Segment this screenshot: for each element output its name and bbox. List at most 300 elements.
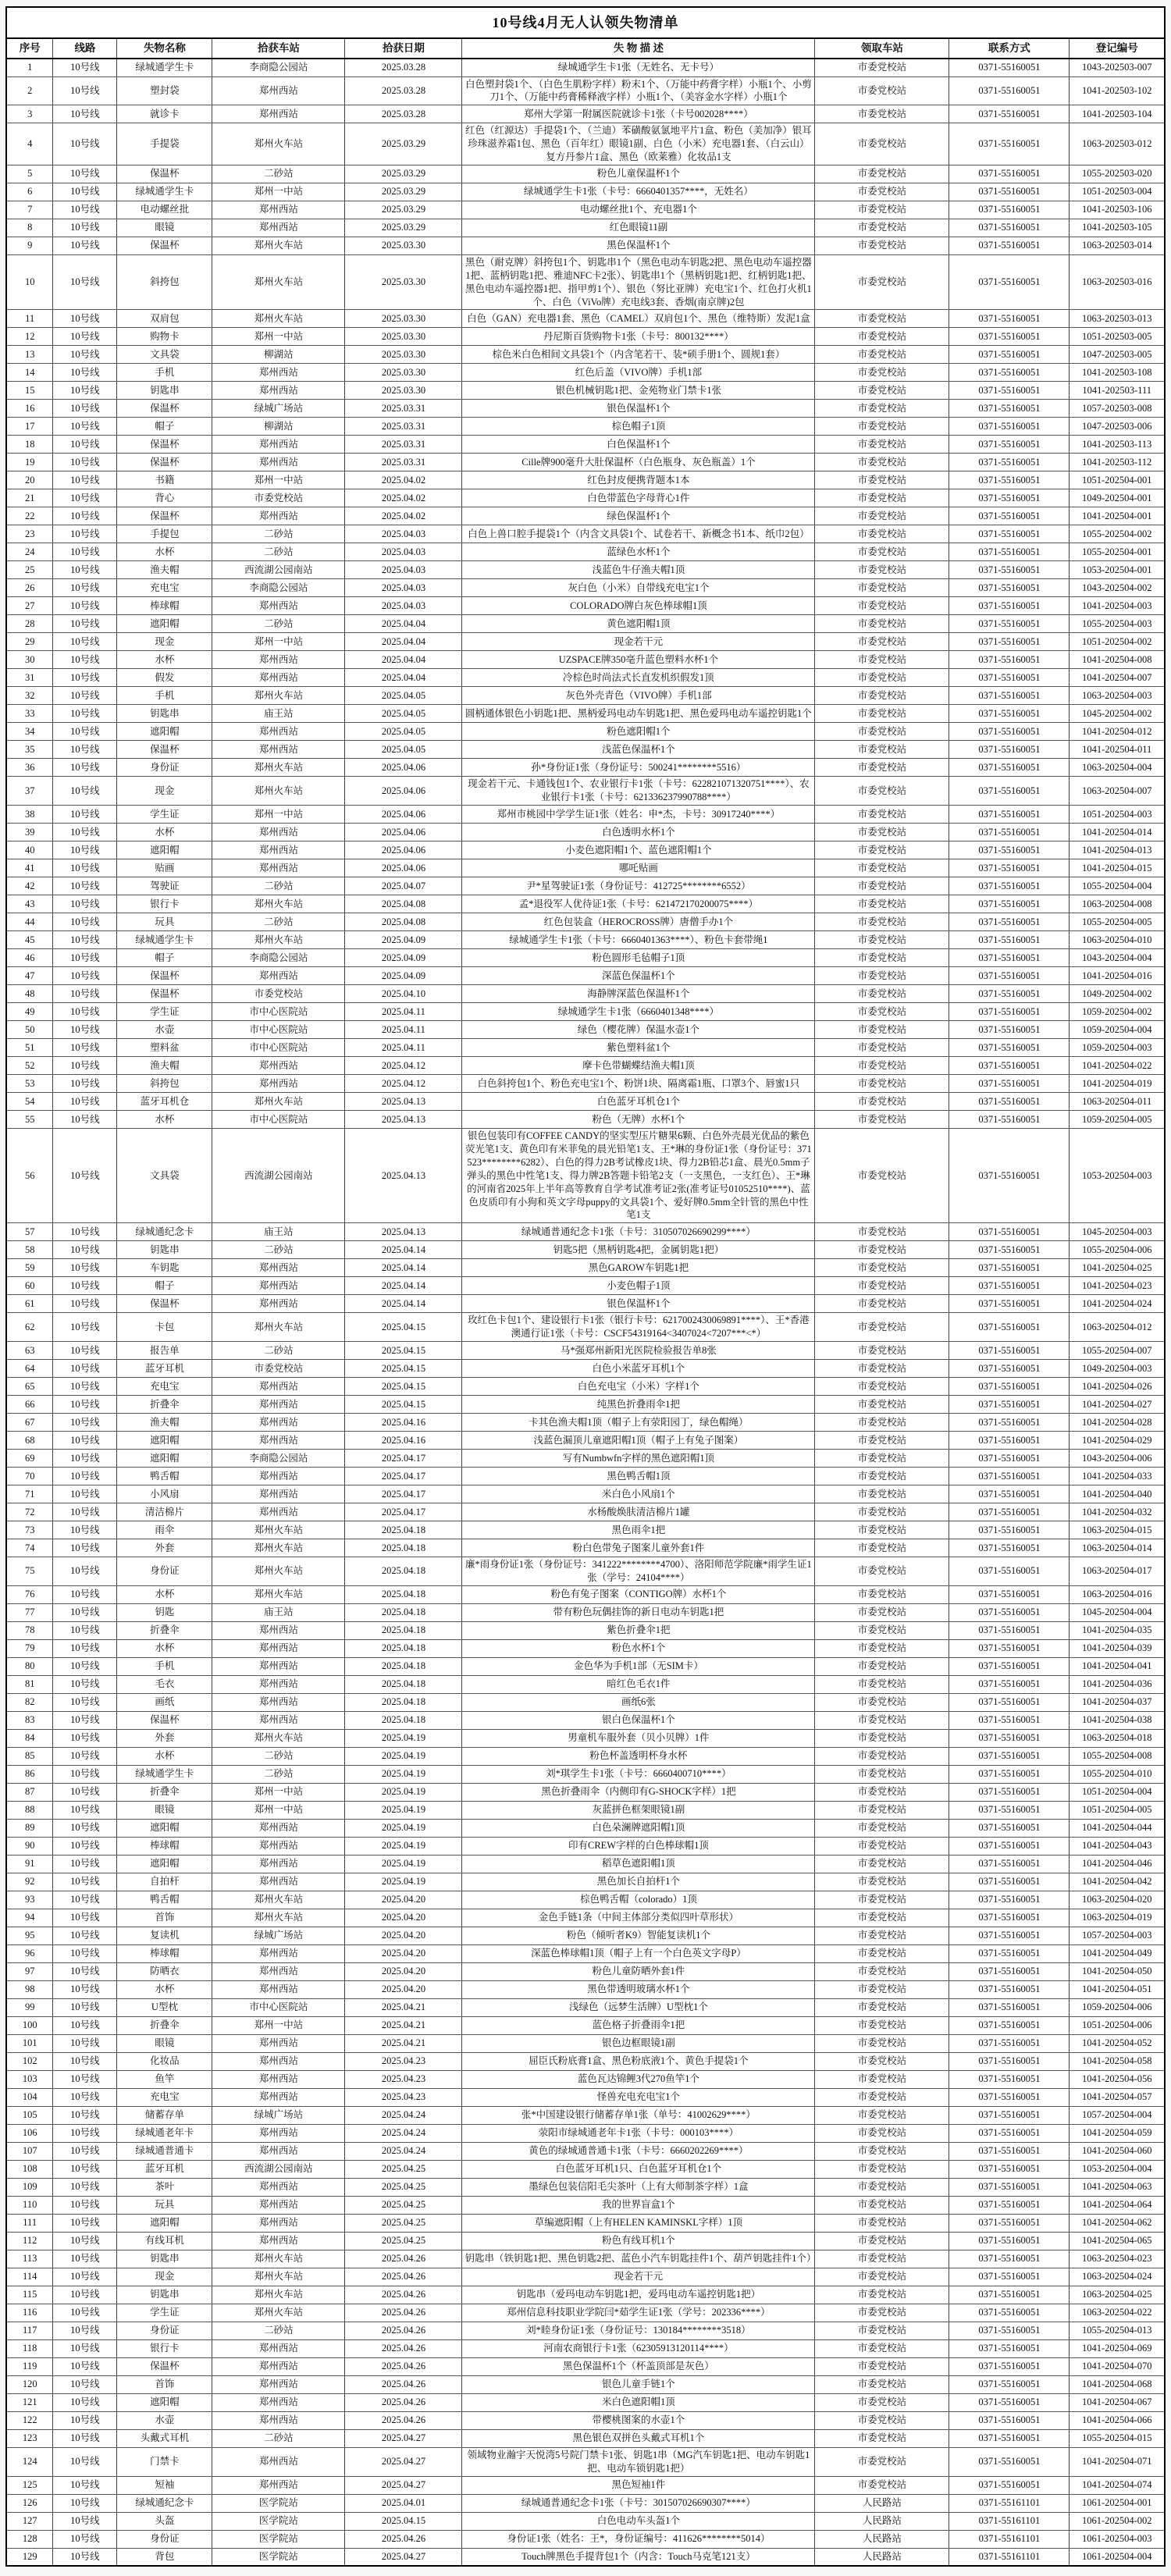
cell-serial: 60 xyxy=(6,1277,53,1295)
cell-contact: 0371-55160051 xyxy=(949,2214,1070,2232)
cell-registration-no: 1061-202504-004 xyxy=(1070,2548,1165,2566)
cell-serial: 32 xyxy=(6,687,53,705)
cell-description: 摩卡色带蝴蝶结渔夫帽1顶 xyxy=(462,1057,815,1075)
cell-serial: 98 xyxy=(6,1980,53,1998)
cell-description: 粉色遮阳帽1个 xyxy=(462,723,815,741)
cell-contact: 0371-55160051 xyxy=(949,741,1070,759)
cell-contact: 0371-55160051 xyxy=(949,76,1070,105)
cell-line: 10号线 xyxy=(53,2512,117,2530)
cell-contact: 0371-55160051 xyxy=(949,1313,1070,1342)
cell-pickup-station: 市委党校站 xyxy=(815,1450,949,1468)
cell-item-name: 储蓄存单 xyxy=(117,2106,212,2124)
cell-pickup-station: 市委党校站 xyxy=(815,489,949,507)
cell-line: 10号线 xyxy=(53,1277,117,1295)
cell-pickup-station: 市委党校站 xyxy=(815,471,949,489)
table-row xyxy=(6,1801,1165,1819)
cell-registration-no: 1041-202504-024 xyxy=(1070,1295,1165,1313)
cell-pickup-station: 市委党校站 xyxy=(815,1819,949,1837)
cell-pickup-station: 市委党校站 xyxy=(815,436,949,454)
cell-item-name: 银行卡 xyxy=(117,2339,212,2357)
cell-pickup-station: 市委党校站 xyxy=(815,2016,949,2034)
cell-pickup-station: 市委党校站 xyxy=(815,597,949,615)
cell-item-name: 清洁棉片 xyxy=(117,1503,212,1521)
cell-item-name: 雨伞 xyxy=(117,1521,212,1539)
cell-item-name: 鱼竿 xyxy=(117,2070,212,2088)
cell-serial: 90 xyxy=(6,1837,53,1855)
cell-found-date: 2025.04.27 xyxy=(345,2447,462,2476)
cell-contact: 0371-55160051 xyxy=(949,489,1070,507)
cell-description: 白色（GAN）充电器1套、黑色（CAMEL）双肩包1个、黑色（维特斯）发泥1盒 xyxy=(462,310,815,328)
cell-item-name: 保温杯 xyxy=(117,237,212,254)
cell-pickup-station: 市委党校站 xyxy=(815,1711,949,1729)
cell-item-name: 遮阳帽 xyxy=(117,2393,212,2411)
cell-registration-no: 1055-202504-005 xyxy=(1070,913,1165,931)
cell-line: 10号线 xyxy=(53,1129,117,1223)
table-row xyxy=(6,1003,1165,1021)
cell-registration-no: 1041-202504-035 xyxy=(1070,1621,1165,1639)
table-row xyxy=(6,1621,1165,1639)
cell-registration-no: 1041-202504-032 xyxy=(1070,1503,1165,1521)
cell-pickup-station: 市委党校站 xyxy=(815,633,949,651)
cell-serial: 99 xyxy=(6,1998,53,2016)
cell-pickup-station: 市委党校站 xyxy=(815,1729,949,1747)
cell-pickup-station: 市委党校站 xyxy=(815,1909,949,1927)
cell-item-name: 学生证 xyxy=(117,1003,212,1021)
cell-registration-no: 1051-202504-003 xyxy=(1070,806,1165,824)
cell-found-date: 2025.03.28 xyxy=(345,59,462,76)
cell-registration-no: 1041-202504-028 xyxy=(1070,1414,1165,1432)
cell-registration-no: 1045-202504-003 xyxy=(1070,1223,1165,1241)
cell-item-name: 遮阳帽 xyxy=(117,1450,212,1468)
table-row xyxy=(6,806,1165,824)
cell-item-name: 水杯 xyxy=(117,1980,212,1998)
table-row xyxy=(6,1765,1165,1783)
cell-contact: 0371-55160051 xyxy=(949,165,1070,183)
cell-found-station: 郑州西站 xyxy=(212,201,345,219)
cell-serial: 86 xyxy=(6,1765,53,1783)
cell-description: 灰色外壳青色（VIVO牌）手机1部 xyxy=(462,687,815,705)
cell-description: 纯黑色折叠雨伞1把 xyxy=(462,1396,815,1414)
cell-registration-no: 1049-202504-003 xyxy=(1070,1360,1165,1378)
cell-description: 墨绿色包装信阳毛尖茶叶（上有大师制茶字样）1盒 xyxy=(462,2178,815,2196)
cell-item-name: 帽子 xyxy=(117,418,212,436)
cell-contact: 0371-55160051 xyxy=(949,2429,1070,2447)
cell-serial: 23 xyxy=(6,525,53,543)
cell-item-name: 外套 xyxy=(117,1539,212,1557)
cell-description: 银色边框眼镜1副 xyxy=(462,2034,815,2052)
cell-description: 河南农商银行卡1张（62305913120114****） xyxy=(462,2339,815,2357)
cell-line: 10号线 xyxy=(53,2178,117,2196)
cell-item-name: 手机 xyxy=(117,1657,212,1675)
cell-description: 浅绿色（远梦生活牌）U型枕1个 xyxy=(462,1998,815,2016)
cell-found-date: 2025.04.20 xyxy=(345,1962,462,1980)
cell-contact: 0371-55160051 xyxy=(949,687,1070,705)
cell-line: 10号线 xyxy=(53,859,117,877)
cell-registration-no: 1041-202504-023 xyxy=(1070,1277,1165,1295)
cell-line: 10号线 xyxy=(53,1503,117,1521)
cell-item-name: 就诊卡 xyxy=(117,105,212,123)
cell-line: 10号线 xyxy=(53,1711,117,1729)
table-row xyxy=(6,561,1165,579)
cell-serial: 25 xyxy=(6,561,53,579)
cell-line: 10号线 xyxy=(53,1342,117,1360)
cell-description: 红色封皮便携背题本1本 xyxy=(462,471,815,489)
cell-found-station: 二砂站 xyxy=(212,543,345,561)
cell-found-date: 2025.03.28 xyxy=(345,105,462,123)
cell-line: 10号线 xyxy=(53,525,117,543)
cell-found-station: 郑州火车站 xyxy=(212,2286,345,2304)
cell-contact: 0371-55160051 xyxy=(949,949,1070,967)
cell-pickup-station: 市委党校站 xyxy=(815,2339,949,2357)
cell-item-name: 保温杯 xyxy=(117,454,212,471)
cell-registration-no: 1041-202504-039 xyxy=(1070,1639,1165,1657)
cell-line: 10号线 xyxy=(53,841,117,859)
cell-found-date: 2025.03.31 xyxy=(345,436,462,454)
cell-registration-no: 1051-202503-005 xyxy=(1070,328,1165,346)
cell-item-name: 保温杯 xyxy=(117,741,212,759)
table-row xyxy=(6,2304,1165,2322)
cell-serial: 108 xyxy=(6,2160,53,2178)
cell-registration-no: 1041-202503-102 xyxy=(1070,76,1165,105)
cell-found-date: 2025.04.12 xyxy=(345,1057,462,1075)
cell-serial: 6 xyxy=(6,183,53,201)
cell-contact: 0371-55160051 xyxy=(949,1783,1070,1801)
table-row xyxy=(6,2530,1165,2548)
cell-line: 10号线 xyxy=(53,2160,117,2178)
cell-item-name: 绿城通纪念卡 xyxy=(117,2494,212,2512)
cell-pickup-station: 市委党校站 xyxy=(815,165,949,183)
cell-pickup-station: 市委党校站 xyxy=(815,1057,949,1075)
table-row xyxy=(6,1693,1165,1711)
cell-pickup-station: 市委党校站 xyxy=(815,841,949,859)
cell-description: UZSPACE牌350亳升蓝色塑料水杯1个 xyxy=(462,651,815,669)
cell-description: 丹尼斯百货购物卡1张（卡号：800132****） xyxy=(462,328,815,346)
cell-found-station: 郑州西站 xyxy=(212,2232,345,2250)
cell-found-date: 2025.04.18 xyxy=(345,1621,462,1639)
cell-description: 现金若干元 xyxy=(462,2268,815,2286)
cell-found-station: 郑州西站 xyxy=(212,1711,345,1729)
cell-description: 粉色儿童保温杯1个 xyxy=(462,165,815,183)
table-row xyxy=(6,382,1165,400)
cell-contact: 0371-55160051 xyxy=(949,1855,1070,1873)
cell-contact: 0371-55160051 xyxy=(949,651,1070,669)
cell-found-station: 郑州西站 xyxy=(212,2196,345,2214)
cell-item-name: 身份证 xyxy=(117,2322,212,2339)
cell-line: 10号线 xyxy=(53,1485,117,1503)
cell-pickup-station: 市委党校站 xyxy=(815,913,949,931)
cell-line: 10号线 xyxy=(53,561,117,579)
cell-item-name: 绿城通学生卡 xyxy=(117,1765,212,1783)
cell-line: 10号线 xyxy=(53,1998,117,2016)
cell-found-station: 郑州西站 xyxy=(212,967,345,985)
cell-pickup-station: 市委党校站 xyxy=(815,346,949,364)
cell-item-name: 保温杯 xyxy=(117,165,212,183)
cell-pickup-station: 市委党校站 xyxy=(815,1503,949,1521)
cell-found-station: 郑州西站 xyxy=(212,2124,345,2142)
table-row xyxy=(6,633,1165,651)
cell-found-date: 2025.03.29 xyxy=(345,219,462,237)
cell-serial: 104 xyxy=(6,2088,53,2106)
cell-found-station: 西流湖公园南站 xyxy=(212,2160,345,2178)
table-row xyxy=(6,1241,1165,1259)
cell-description: 郑州大学第一附属医院就诊卡1张（卡号002028****） xyxy=(462,105,815,123)
cell-pickup-station: 市委党校站 xyxy=(815,2160,949,2178)
cell-serial: 57 xyxy=(6,1223,53,1241)
cell-serial: 110 xyxy=(6,2196,53,2214)
table-row xyxy=(6,400,1165,418)
cell-serial: 64 xyxy=(6,1360,53,1378)
cell-pickup-station: 市委党校站 xyxy=(815,2106,949,2124)
cell-item-name: 钥匙串 xyxy=(117,705,212,723)
cell-item-name: 水杯 xyxy=(117,824,212,841)
cell-line: 10号线 xyxy=(53,2447,117,2476)
cell-contact: 0371-55160051 xyxy=(949,2357,1070,2375)
cell-line: 10号线 xyxy=(53,2393,117,2411)
cell-serial: 83 xyxy=(6,1711,53,1729)
cell-registration-no: 1059-202504-004 xyxy=(1070,1021,1165,1039)
cell-found-station: 市中心医院站 xyxy=(212,1998,345,2016)
cell-line: 10号线 xyxy=(53,741,117,759)
cell-found-date: 2025.04.18 xyxy=(345,1603,462,1621)
cell-pickup-station: 人民路站 xyxy=(815,2548,949,2566)
cell-pickup-station: 市委党校站 xyxy=(815,454,949,471)
cell-line: 10号线 xyxy=(53,2494,117,2512)
cell-contact: 0371-55160051 xyxy=(949,1111,1070,1129)
cell-serial: 15 xyxy=(6,382,53,400)
cell-line: 10号线 xyxy=(53,669,117,687)
cell-found-station: 李商隐公园站 xyxy=(212,1450,345,1468)
cell-registration-no: 1063-202504-011 xyxy=(1070,1093,1165,1111)
cell-description: 小麦色遮阳帽1个、蓝色遮阳帽1个 xyxy=(462,841,815,859)
cell-line: 10号线 xyxy=(53,1927,117,1944)
cell-line: 10号线 xyxy=(53,507,117,525)
col-item-name: 失物名称 xyxy=(117,38,212,59)
cell-contact: 0371-55160051 xyxy=(949,1998,1070,2016)
cell-line: 10号线 xyxy=(53,2268,117,2286)
cell-found-station: 郑州西站 xyxy=(212,1693,345,1711)
cell-item-name: 身份证 xyxy=(117,1557,212,1586)
table-row xyxy=(6,364,1165,382)
cell-found-date: 2025.04.13 xyxy=(345,1093,462,1111)
cell-contact: 0371-55160051 xyxy=(949,967,1070,985)
cell-found-date: 2025.04.26 xyxy=(345,2357,462,2375)
cell-description: 棕色鸭舌帽（colorado）1顶 xyxy=(462,1891,815,1909)
cell-found-date: 2025.04.20 xyxy=(345,1980,462,1998)
cell-pickup-station: 市委党校站 xyxy=(815,2411,949,2429)
cell-found-station: 郑州西站 xyxy=(212,2411,345,2429)
cell-pickup-station: 市委党校站 xyxy=(815,1801,949,1819)
cell-found-date: 2025.04.15 xyxy=(345,2512,462,2530)
table-row xyxy=(6,471,1165,489)
cell-line: 10号线 xyxy=(53,1819,117,1837)
cell-pickup-station: 市委党校站 xyxy=(815,1693,949,1711)
cell-description: 银色儿童手链1个 xyxy=(462,2375,815,2393)
cell-line: 10号线 xyxy=(53,1693,117,1711)
cell-contact: 0371-55160051 xyxy=(949,1468,1070,1485)
cell-found-station: 郑州西站 xyxy=(212,1485,345,1503)
cell-serial: 51 xyxy=(6,1039,53,1057)
cell-pickup-station: 市委党校站 xyxy=(815,1891,949,1909)
cell-item-name: 遮阳帽 xyxy=(117,2214,212,2232)
cell-found-station: 郑州西站 xyxy=(212,1378,345,1396)
cell-pickup-station: 市委党校站 xyxy=(815,1639,949,1657)
cell-registration-no: 1041-202503-112 xyxy=(1070,454,1165,471)
table-row xyxy=(6,1414,1165,1432)
cell-serial: 117 xyxy=(6,2322,53,2339)
cell-found-station: 郑州西站 xyxy=(212,1259,345,1277)
cell-pickup-station: 市委党校站 xyxy=(815,2214,949,2232)
cell-registration-no: 1041-202504-012 xyxy=(1070,723,1165,741)
cell-registration-no: 1041-202504-049 xyxy=(1070,1944,1165,1962)
table-row xyxy=(6,507,1165,525)
cell-item-name: 水杯 xyxy=(117,543,212,561)
cell-serial: 72 xyxy=(6,1503,53,1521)
cell-item-name: 斜挎包 xyxy=(117,1075,212,1093)
cell-contact: 0371-55160051 xyxy=(949,1873,1070,1891)
cell-serial: 75 xyxy=(6,1557,53,1586)
table-row xyxy=(6,2052,1165,2070)
cell-serial: 112 xyxy=(6,2232,53,2250)
cell-registration-no: 1041-202504-041 xyxy=(1070,1657,1165,1675)
cell-description: 钥匙5把（黑柄钥匙4把，金属钥匙1把） xyxy=(462,1241,815,1259)
cell-found-date: 2025.04.12 xyxy=(345,1075,462,1093)
cell-serial: 46 xyxy=(6,949,53,967)
cell-registration-no: 1041-202504-003 xyxy=(1070,597,1165,615)
cell-line: 10号线 xyxy=(53,418,117,436)
cell-description: 写有Numbwfn字样的黑色遮阳帽1顶 xyxy=(462,1450,815,1468)
cell-registration-no: 1057-202503-008 xyxy=(1070,400,1165,418)
table-row xyxy=(6,2357,1165,2375)
cell-line: 10号线 xyxy=(53,877,117,895)
table-row xyxy=(6,705,1165,723)
cell-found-date: 2025.04.26 xyxy=(345,2250,462,2268)
cell-contact: 0371-55160051 xyxy=(949,1927,1070,1944)
cell-item-name: 水壶 xyxy=(117,2411,212,2429)
cell-serial: 122 xyxy=(6,2411,53,2429)
cell-description: 粉色杯盖透明杯身水杯 xyxy=(462,1747,815,1765)
cell-serial: 44 xyxy=(6,913,53,931)
cell-description: 郑州市桃园中学学生证1张（姓名：申*杰，卡号：30917240****） xyxy=(462,806,815,824)
table-row xyxy=(6,2070,1165,2088)
cell-found-station: 郑州西站 xyxy=(212,507,345,525)
cell-found-date: 2025.03.30 xyxy=(345,254,462,310)
table-row xyxy=(6,310,1165,328)
cell-found-date: 2025.04.14 xyxy=(345,1277,462,1295)
cell-serial: 55 xyxy=(6,1111,53,1129)
cell-found-date: 2025.04.02 xyxy=(345,507,462,525)
cell-found-date: 2025.03.30 xyxy=(345,310,462,328)
cell-found-station: 郑州西站 xyxy=(212,364,345,382)
cell-pickup-station: 市委党校站 xyxy=(815,525,949,543)
cell-pickup-station: 市委党校站 xyxy=(815,219,949,237)
cell-pickup-station: 市委党校站 xyxy=(815,418,949,436)
cell-description: 粉色（无牌）水杯1个 xyxy=(462,1111,815,1129)
cell-description: 带有粉色玩偶挂饰的新日电动车钥匙1把 xyxy=(462,1603,815,1621)
cell-line: 10号线 xyxy=(53,1801,117,1819)
cell-item-name: 眼镜 xyxy=(117,1801,212,1819)
cell-item-name: 遮阳帽 xyxy=(117,841,212,859)
cell-pickup-station: 市委党校站 xyxy=(815,1075,949,1093)
cell-registration-no: 1051-202504-001 xyxy=(1070,471,1165,489)
cell-found-station: 绿城广场站 xyxy=(212,400,345,418)
cell-pickup-station: 市委党校站 xyxy=(815,2196,949,2214)
cell-description: 钥匙串（铁钥匙1把、黑色钥匙2把、蓝色小汽车钥匙挂件1个、葫芦钥匙挂件1个） xyxy=(462,2250,815,2268)
cell-pickup-station: 市委党校站 xyxy=(815,705,949,723)
cell-contact: 0371-55160051 xyxy=(949,1657,1070,1675)
cell-pickup-station: 市委党校站 xyxy=(815,949,949,967)
cell-line: 10号线 xyxy=(53,723,117,741)
cell-line: 10号线 xyxy=(53,310,117,328)
cell-pickup-station: 市委党校站 xyxy=(815,777,949,806)
cell-line: 10号线 xyxy=(53,219,117,237)
cell-item-name: 双肩包 xyxy=(117,310,212,328)
cell-found-station: 郑州火车站 xyxy=(212,123,345,165)
cell-serial: 97 xyxy=(6,1962,53,1980)
cell-found-station: 郑州西站 xyxy=(212,382,345,400)
cell-found-station: 郑州火车站 xyxy=(212,777,345,806)
cell-registration-no: 1063-202504-023 xyxy=(1070,2250,1165,2268)
cell-item-name: 绿城通普通卡 xyxy=(117,2142,212,2160)
cell-item-name: 遮阳帽 xyxy=(117,1432,212,1450)
cell-item-name: 现金 xyxy=(117,633,212,651)
cell-item-name: 报告单 xyxy=(117,1342,212,1360)
cell-found-date: 2025.04.13 xyxy=(345,1129,462,1223)
cell-found-date: 2025.04.20 xyxy=(345,1891,462,1909)
cell-found-date: 2025.04.19 xyxy=(345,1747,462,1765)
cell-found-date: 2025.04.14 xyxy=(345,1259,462,1277)
cell-serial: 35 xyxy=(6,741,53,759)
table-row xyxy=(6,59,1165,76)
cell-found-station: 郑州西站 xyxy=(212,1075,345,1093)
cell-contact: 0371-55160051 xyxy=(949,123,1070,165)
cell-line: 10号线 xyxy=(53,1396,117,1414)
cell-item-name: 银行卡 xyxy=(117,895,212,913)
cell-line: 10号线 xyxy=(53,471,117,489)
cell-found-date: 2025.04.27 xyxy=(345,2548,462,2566)
cell-serial: 69 xyxy=(6,1450,53,1468)
cell-found-station: 郑州西站 xyxy=(212,1962,345,1980)
cell-description: 绿色保温杯1个 xyxy=(462,507,815,525)
cell-contact: 0371-55160051 xyxy=(949,1057,1070,1075)
cell-line: 10号线 xyxy=(53,1557,117,1586)
cell-registration-no: 1055-202504-015 xyxy=(1070,2429,1165,2447)
cell-pickup-station: 市委党校站 xyxy=(815,507,949,525)
cell-registration-no: 1063-202504-008 xyxy=(1070,895,1165,913)
cell-item-name: 门禁卡 xyxy=(117,2447,212,2476)
cell-registration-no: 1055-202504-004 xyxy=(1070,877,1165,895)
cell-line: 10号线 xyxy=(53,1241,117,1259)
cell-serial: 74 xyxy=(6,1539,53,1557)
cell-pickup-station: 市委党校站 xyxy=(815,2124,949,2142)
cell-line: 10号线 xyxy=(53,1432,117,1450)
cell-description: 红色包装盒（HEROCROSS牌）唐僧手办1个 xyxy=(462,913,815,931)
cell-line: 10号线 xyxy=(53,1909,117,1927)
table-row xyxy=(6,1873,1165,1891)
cell-registration-no: 1041-202504-043 xyxy=(1070,1837,1165,1855)
cell-found-station: 李商隐公园站 xyxy=(212,579,345,597)
cell-serial: 20 xyxy=(6,471,53,489)
cell-description: 钥匙串（爱玛电动车钥匙1把，爱玛电动车遥控钥匙1把） xyxy=(462,2286,815,2304)
cell-serial: 12 xyxy=(6,328,53,346)
cell-contact: 0371-55160051 xyxy=(949,2286,1070,2304)
cell-contact: 0371-55160051 xyxy=(949,1891,1070,1909)
cell-item-name: 棒球帽 xyxy=(117,597,212,615)
cell-pickup-station: 市委党校站 xyxy=(815,1039,949,1057)
cell-registration-no: 1041-202504-029 xyxy=(1070,1432,1165,1450)
cell-found-date: 2025.04.02 xyxy=(345,471,462,489)
cell-description: 银色保温杯1个 xyxy=(462,1295,815,1313)
cell-serial: 5 xyxy=(6,165,53,183)
